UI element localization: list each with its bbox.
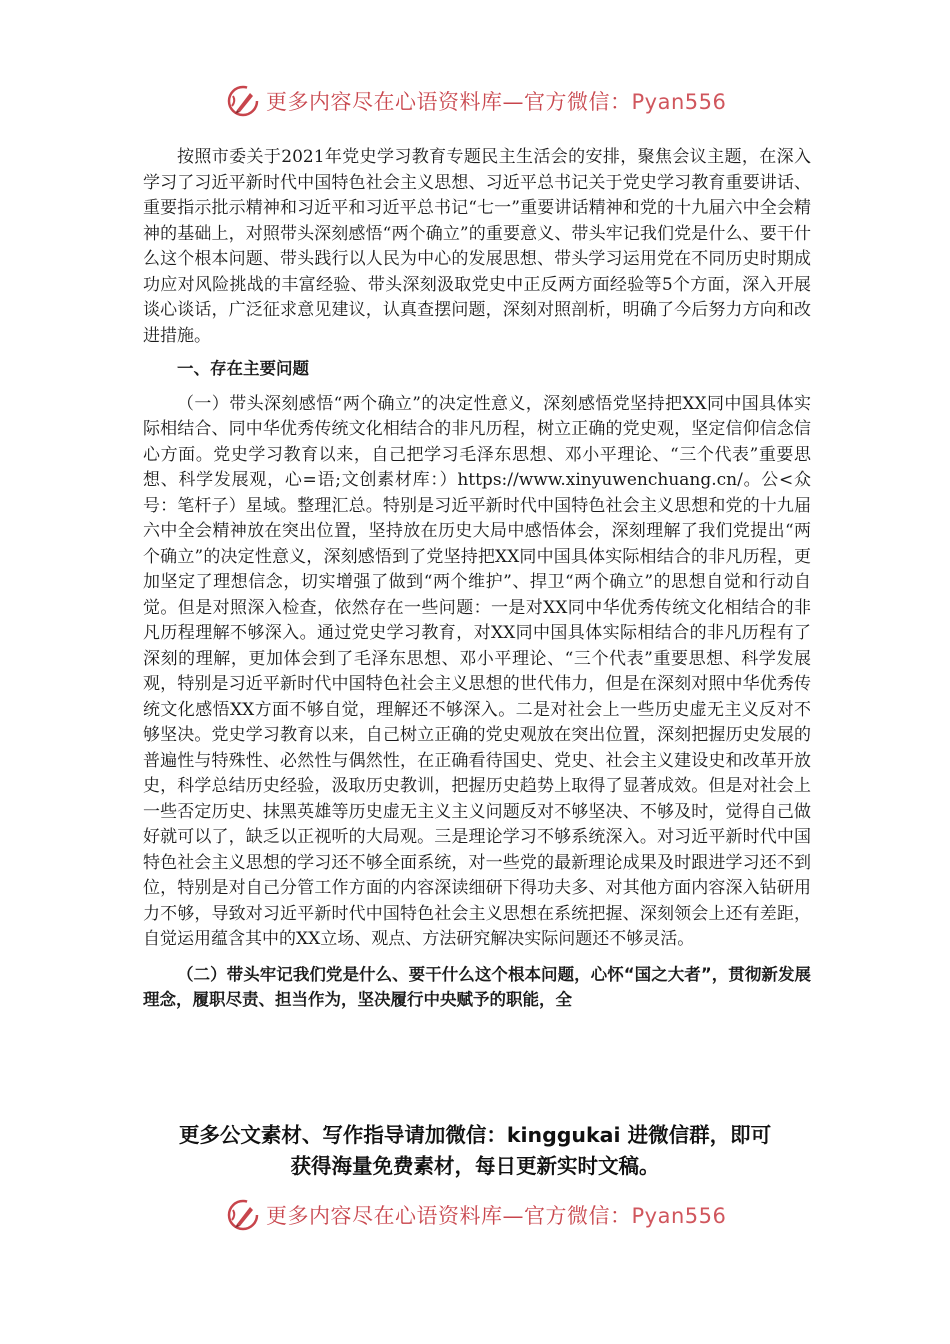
document-body [143, 145, 811, 1013]
intro-paragraph: 按照市委关于2021年党史学习教育专题民主生活会的安排，聚焦会议主题，在深入学习了习近平新时代中国特色社会主义思想、习近平总书记关于党史学习教育重要讲话、重要指示批示精神和习近平和习近平总书记“七一”重要讲话精神和党的十九届六中全会精神的基础上，对照带头深刻感悟“两个确立”的重要意义、带头牢记我们党是什么、要干什么这个根本问题、带头践行以人民为中心的发展思想、带头学习运用党在不同历史时期成功应对风险挑战的丰富经验、带头深刻汲取党史中正反两方面经验等5个方面，深入开展谈心谈话，广泛征求意见建议，认真查摆问题，深刻对照剖析，明确了今后努力方向和改进措施。 [143, 147, 811, 346]
promo-line-2: 获得海量免费素材，每日更新实时文稿。 [290, 1154, 660, 1178]
promo-notice [130, 1120, 820, 1182]
watermark-text: 更多内容尽在心语资料库—官方微信：Pyan556 [266, 90, 727, 114]
section-heading: 一、存在主要问题 [177, 359, 309, 378]
subsection-paragraph-2: （二）带头牢记我们党是什么、要干什么这个根本问题，心怀“国之大者”，贯彻新发展理念，履职尽责、担当作为，坚决履行中央赋予的职能，全 [143, 964, 811, 1009]
pen-logo-icon [226, 1198, 260, 1232]
subsection-paragraph-1: （一）带头深刻感悟“两个确立”的决定性意义，深刻感悟党坚持把XX同中国具体实际相结合、同中华优秀传统文化相结合的非凡历程，树立正确的党史观，坚定信仰信念信心方面。党史学习教育以来，自己把学习毛泽东思想、邓小平理论、“三个代表”重要思想、科学发展观，心=语;文创素材库：）https://www.xinyuwenchuang.cn/。公<众号：笔杆子）星域。整理汇总。特别是习近平新时代中国特色社会主义思想和党的十九届六中全会精神放在突出位置，坚持放在历史大局中感悟体会，深刻理解了我们党提出“两个确立”的决定性意义，深刻感悟到了党坚持把XX同中国具体实际相结合的非凡历程，更加坚定了理想信念，切实增强了做到“两个维护”、捍卫“两个确立”的思想自觉和行动自觉。但是对照深入检查，依然存在一些问题：一是对XX同中华优秀传统文化相结合的非凡历程理解不够深入。通过党史学习教育，对XX同中国具体实际相结合的非凡历程有了深刻的理解，更加体会到了毛泽东思想、邓小平理论、“三个代表”重要思想、科学发展观，特别是习近平新时代中国特色社会主义思想的世代伟力，但是在深刻对照中华优秀传统文化感悟XX方面不够自觉，理解还不够深入。二是对社会上一些历史虚无主义反对不够坚决。党史学习教育以来，自己树立正确的党史观放在突出位置，深刻把握历史发展的普遍性与特殊性、必然性与偶然性，在正确看待国史、党史、社会主义建设史和改革开放史，科学总结历史经验，汲取历史教训，把握历史趋势上取得了显著成效。但是对社会上一些否定历史、抹黑英雄等历史虚无主义主义问题反对不够坚决、不够及时，觉得自己做好就可以了，缺乏以正视听的大局观。三是理论学习不够系统深入。对习近平新时代中国特色社会主义思想的学习还不够全面系统，对一些党的最新理论成果及时跟进学习还不到位，特别是对自己分管工作方面的内容深读细研下得功夫多、对其他方面内容深入钻研用力不够，导致对习近平新时代中国特色社会主义思想在系统把握、深刻领会上还有差距，自觉运用蕴含其中的XX立场、观点、方法研究解决实际问题还不够灵活。 [143, 393, 811, 949]
watermark-banner-bottom [0, 1194, 950, 1234]
watermark-text: 更多内容尽在心语资料库—官方微信：Pyan556 [266, 1204, 727, 1228]
promo-line-1: 更多公文素材、写作指导请加微信：kinggukai 进微信群，即可 [178, 1123, 772, 1147]
watermark-banner-top [0, 80, 950, 120]
pen-logo-icon [226, 84, 260, 118]
